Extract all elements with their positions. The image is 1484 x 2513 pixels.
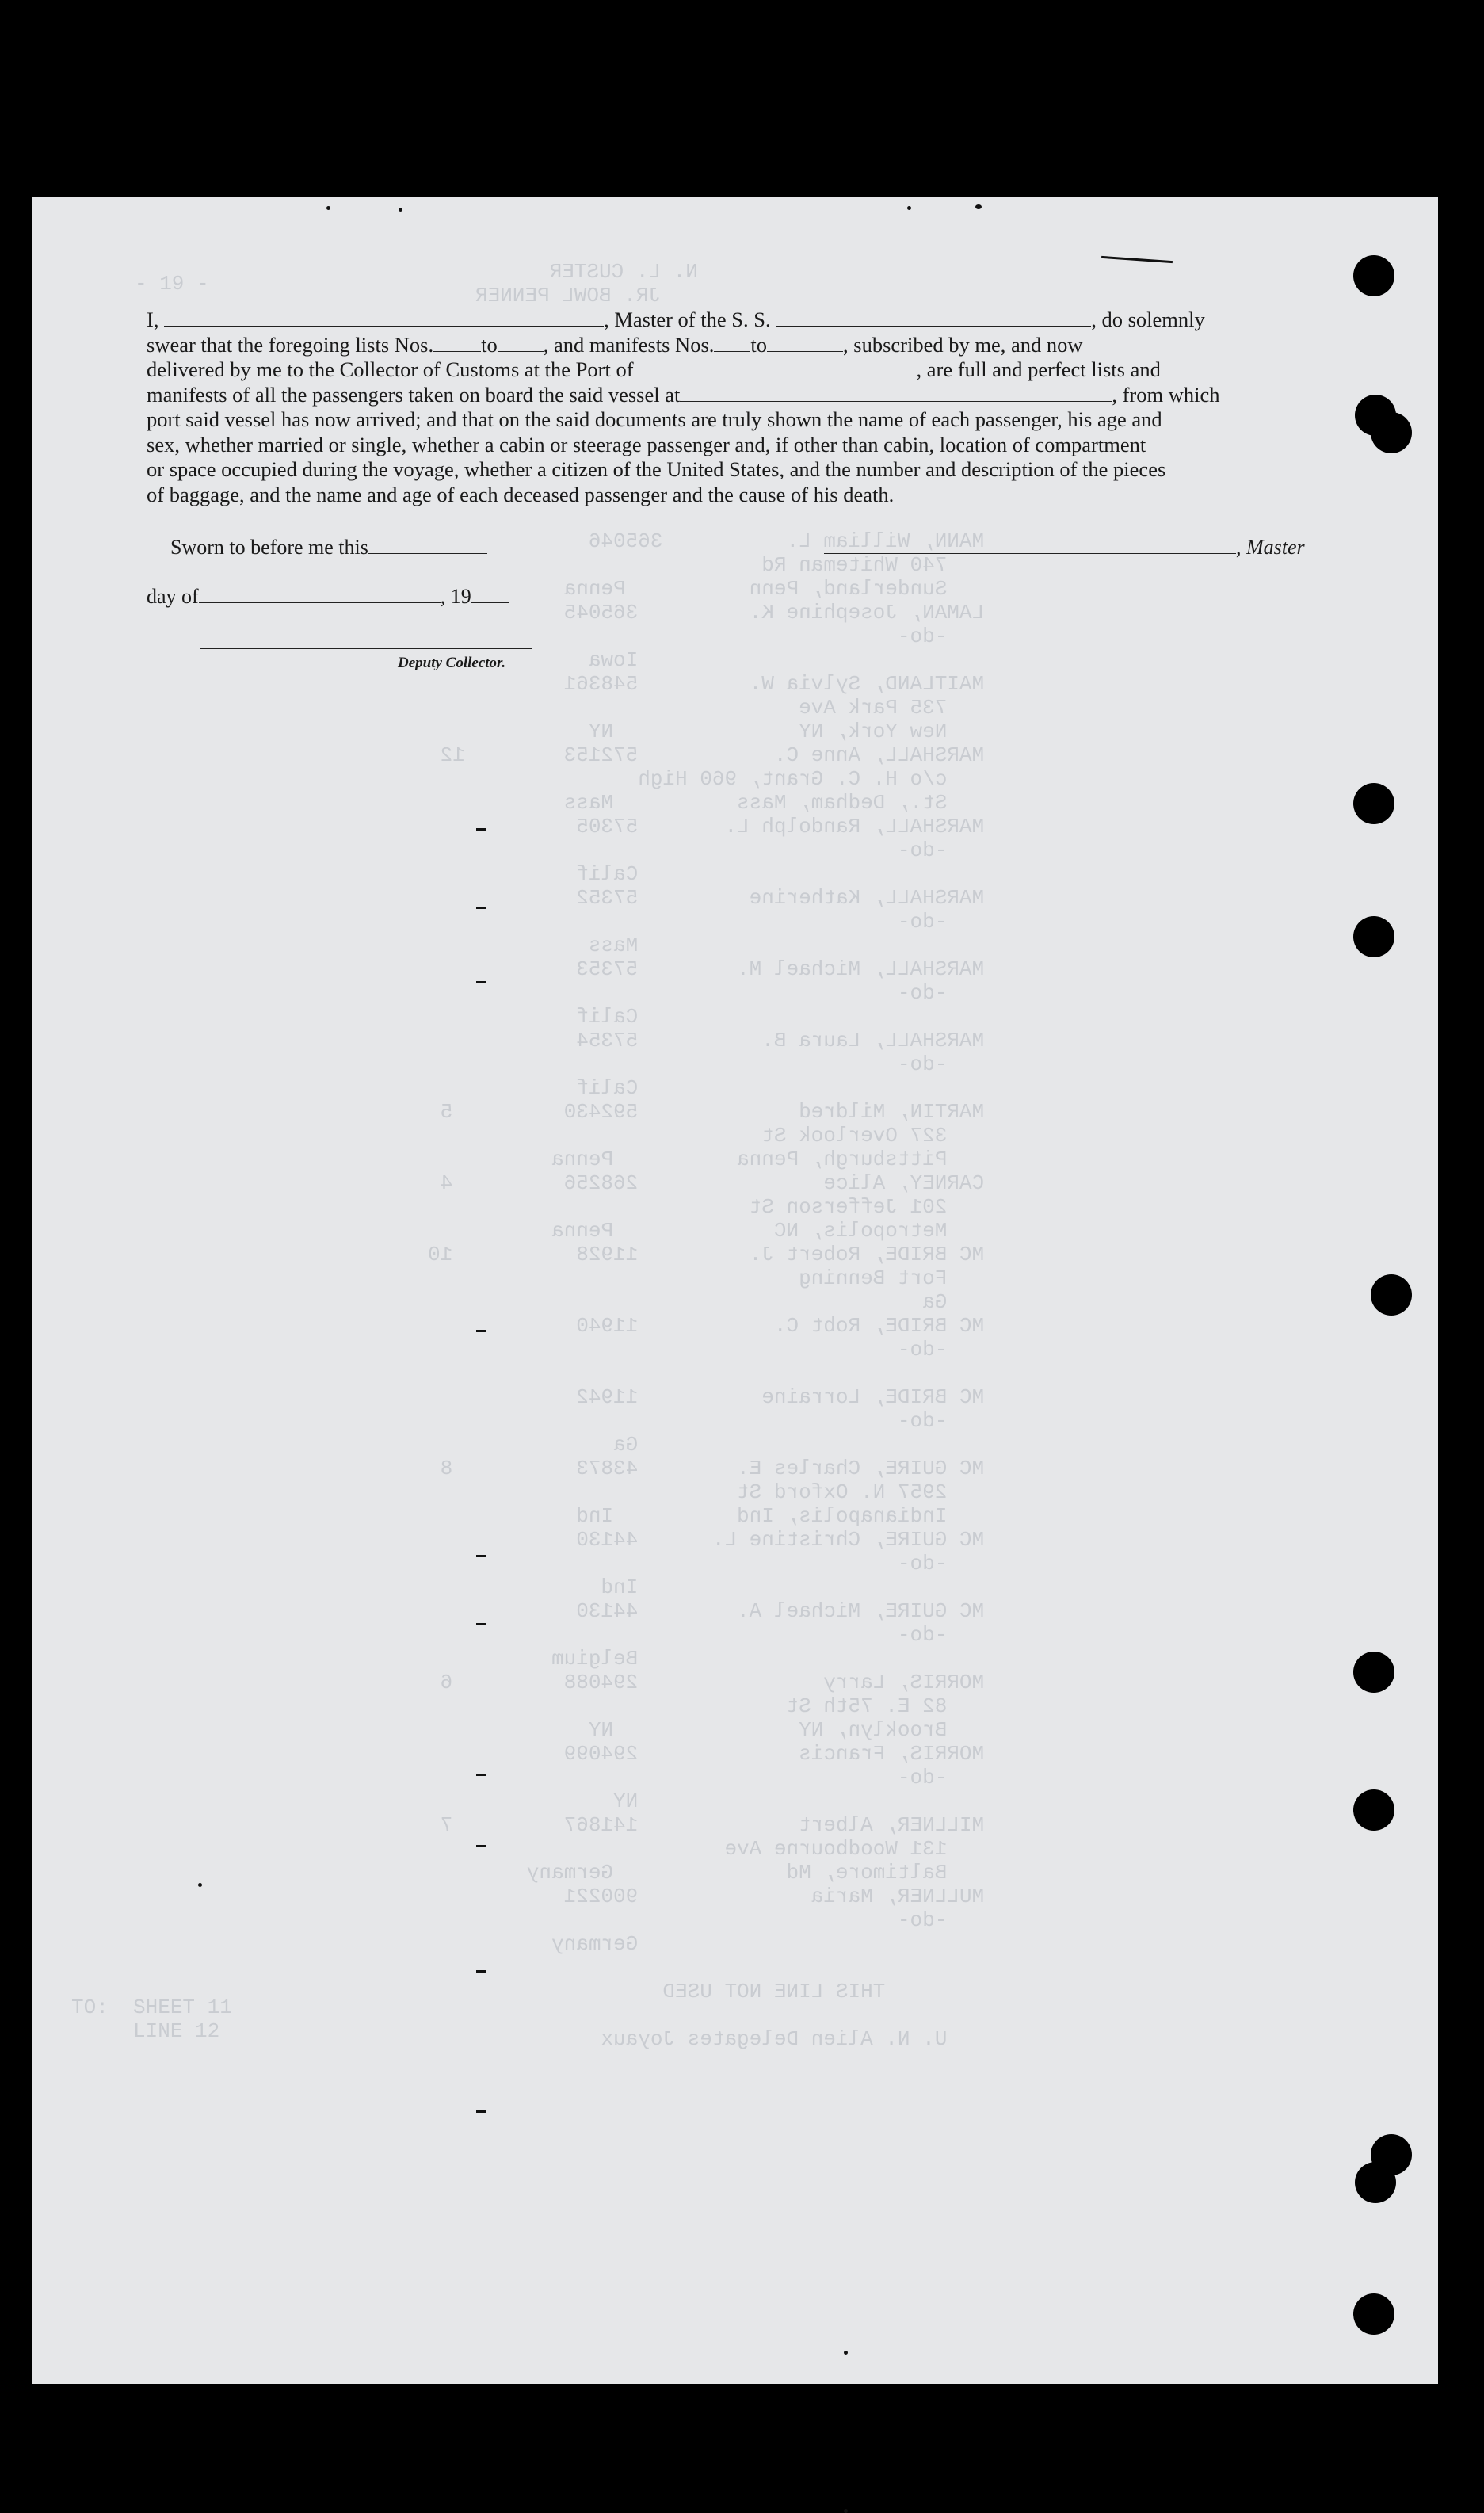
oath-and-manifests: , and manifests Nos. — [543, 332, 715, 357]
departure-port-blank[interactable] — [680, 386, 1112, 402]
deputy-collector-label: Deputy Collector. — [398, 655, 506, 671]
oath-swear-lists: swear that the foregoing lists Nos. — [147, 332, 434, 357]
ink-dot — [844, 2509, 848, 2513]
bleed-through-page-number: - 19 - — [135, 272, 209, 296]
sworn-day-blank[interactable] — [368, 538, 487, 554]
month-blank[interactable] — [199, 587, 441, 603]
lists-to-blank[interactable] — [498, 336, 544, 352]
day-of-label: day of — [147, 585, 199, 608]
ink-dot — [907, 206, 911, 210]
oath-from-which: , from which — [1112, 382, 1220, 407]
deputy-signature-line[interactable] — [200, 648, 532, 649]
master-signature-blank[interactable] — [824, 538, 1236, 554]
tick-mark — [476, 1845, 486, 1847]
tick-mark — [476, 1555, 486, 1557]
master-name-blank[interactable] — [164, 311, 604, 327]
day-of-row — [147, 585, 509, 609]
ink-dot — [399, 208, 402, 212]
ink-stroke — [1101, 256, 1173, 263]
master-signature-row — [824, 536, 1305, 560]
oath-to-2: to — [750, 332, 768, 357]
oath-do-solemnly: , do solemnly — [1091, 307, 1205, 331]
port-blank[interactable] — [634, 361, 917, 376]
tick-mark — [476, 1330, 486, 1332]
oath-line-5: port said vessel has now arrived; and that on the said documents are truly shown the name of each passenger, his age and — [147, 407, 1162, 431]
punch-hole — [1353, 1789, 1394, 1831]
tick-mark — [476, 2110, 486, 2113]
oath-full-perfect: , are full and perfect lists and — [916, 357, 1161, 381]
punch-hole — [1371, 1274, 1412, 1316]
year-label: , 19 — [440, 585, 471, 608]
bleed-through-passenger-list: MANN, William L. 365046 740 Whiteman Rd Sunderland, Penn Penna LAMAN, Josephine K. 365045 -do- Iowa MAITLAND, Sylvia W. 548361 735 Park Ave New York, NY NY MARSHALL, Anne C. 572153 12 c/o H. C. Grant, 960 High St., Dedham, Mass Mass MARSHALL, Randolph L. 57305 -do- Calif MARSHALL, Katherine 57352 -do- Mass MARSHALL, Michael M. 57353 -do- Calif MARSHALL, Laura B. 57354 -do- Calif MARTIN, Mildred 592430 5 327 Overlook St Pittsburgh, Penna Penna CARNEY, Alice 268256 4 201 Jefferson St Metropolis, NC Penna MC BRIDE, Robert J. 11928 10 Fort Benning Ga MC BRIDE, Robt C. 11940 -do- MC BRIDE, Lorraine 11942 -do- Ga MC GUIRE, Charles E. 43873 8 2957 N. Oxford St Indianapolis, Ind Ind MC GUIRE, Christine L. 44130 -do- Ind MC GUIRE, Michael A. 44130 -do- Belgium MORRIS, Larry 294088 6 82 E. 75th St Brooklyn, NY NY MORRIS, Francis 294099 -do- NY MILLNER, Albert 141867 7 131 Woodbourne Ave Baltimore, Md Germany MULLNER, Maria 900221 -do- Germany THIS LINE NOT USED U. N. Alien Delegates Joyaux — [428, 529, 985, 2051]
punch-hole — [1353, 255, 1394, 296]
ink-dot — [198, 1883, 202, 1887]
oath-to-1: to — [481, 332, 498, 357]
ship-name-blank[interactable] — [776, 311, 1091, 327]
manifests-to-blank[interactable] — [767, 336, 843, 352]
year-blank[interactable] — [471, 587, 509, 603]
punch-hole — [1371, 412, 1412, 453]
oath-line-7: or space occupied during the voyage, whether a citizen of the United States, and the number and description of the pieces — [147, 457, 1166, 481]
punch-hole — [1353, 1652, 1394, 1693]
bleed-through-margin: TO: SHEET 11 LINE 12 — [71, 1996, 232, 2043]
lists-from-blank[interactable] — [433, 336, 481, 352]
punch-hole — [1353, 2293, 1394, 2335]
punch-hole — [1353, 783, 1394, 824]
oath-delivered: delivered by me to the Collector of Customs at the Port of — [147, 357, 634, 381]
oath-paragraph — [147, 307, 1359, 507]
master-label: , Master — [1236, 536, 1305, 559]
oath-line-8: of baggage, and the name and age of each deceased passenger and the cause of his death. — [147, 482, 895, 506]
ink-dot — [844, 2351, 848, 2355]
oath-subscribed: , subscribed by me, and now — [843, 332, 1083, 357]
tick-mark — [476, 907, 486, 909]
bleed-through-header: N. L. CUSTER JR. BOWL PENNER — [475, 260, 698, 307]
punch-hole — [1353, 916, 1394, 957]
manifest-page — [32, 197, 1438, 2384]
ink-dot — [975, 204, 982, 209]
oath-manifests-all: manifests of all the passengers taken on board the said vessel at — [147, 382, 681, 407]
tick-mark — [476, 828, 486, 831]
oath-line-6: sex, whether married or single, whether a cabin or steerage passenger and, if other than cabin, location of compartment — [147, 432, 1146, 456]
ink-dot — [326, 206, 330, 210]
oath-master-of-ss: , Master of the S. S. — [604, 307, 771, 331]
sworn-label: Sworn to before me this — [170, 536, 368, 559]
punch-hole — [1355, 2162, 1396, 2203]
tick-mark — [476, 981, 486, 983]
tick-mark — [476, 1970, 486, 1973]
manifests-from-blank[interactable] — [714, 336, 750, 352]
tick-mark — [476, 1623, 486, 1625]
tick-mark — [476, 1774, 486, 1776]
oath-i: I, — [147, 307, 159, 331]
sworn-row — [170, 536, 487, 560]
